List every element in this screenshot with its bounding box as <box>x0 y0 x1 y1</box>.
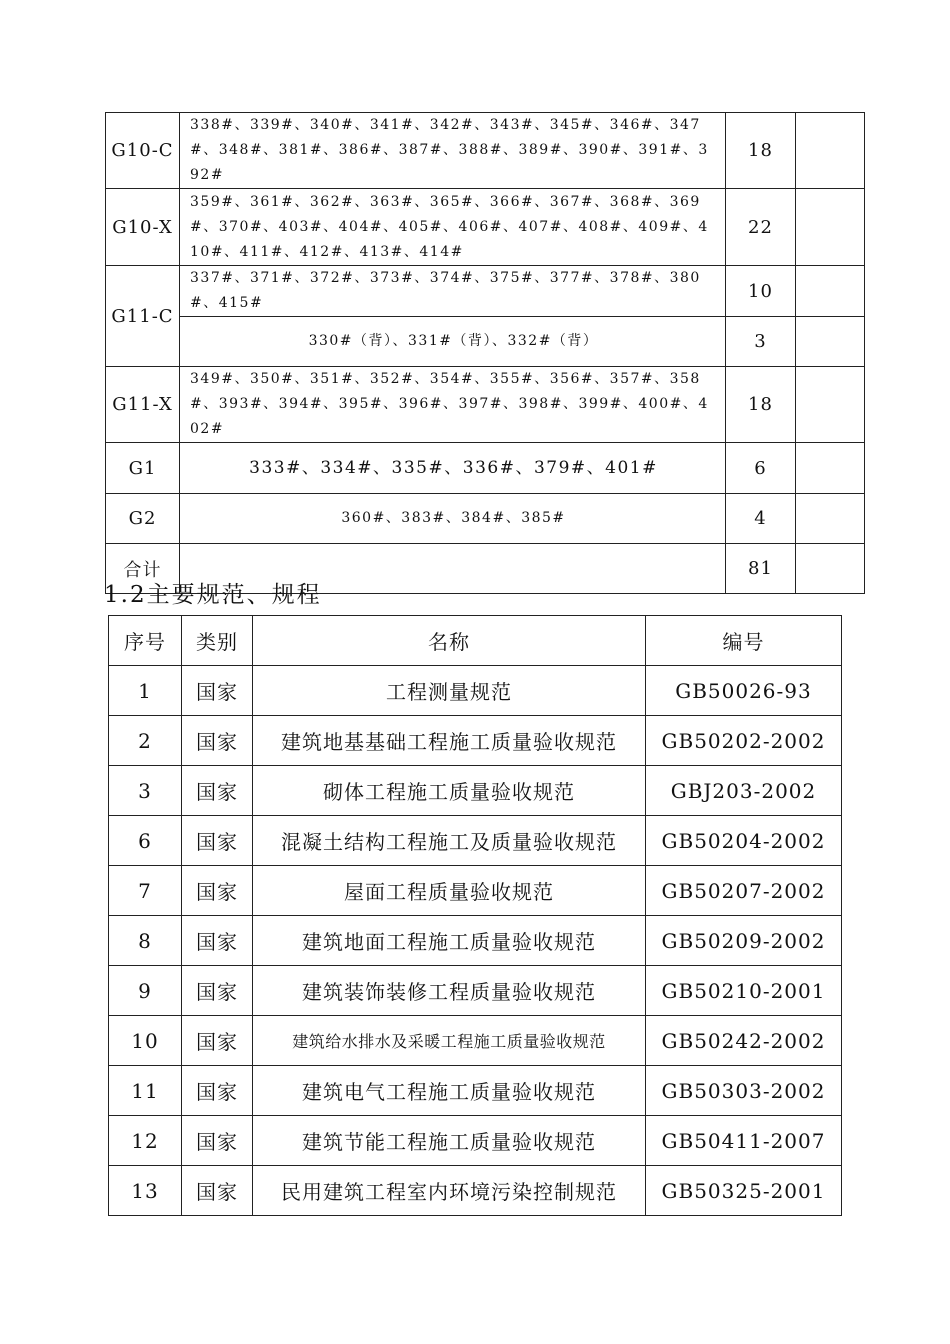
row-code: GB50207-2002 <box>646 866 842 916</box>
row-no: 8 <box>109 916 182 966</box>
table-row <box>109 666 842 716</box>
row-category: 国家 <box>182 666 253 716</box>
row-code: GB50202-2002 <box>646 716 842 766</box>
group-cell: G10-C <box>106 113 180 189</box>
count-cell: 22 <box>726 189 796 266</box>
row-category: 国家 <box>182 766 253 816</box>
row-name: 混凝土结构工程施工及质量验收规范 <box>253 816 646 866</box>
table-row <box>109 916 842 966</box>
row-no: 13 <box>109 1166 182 1216</box>
row-code: GB50325-2001 <box>646 1166 842 1216</box>
empty-cell <box>796 443 865 494</box>
table-row <box>109 1016 842 1066</box>
row-no: 2 <box>109 716 182 766</box>
units-table <box>105 112 865 594</box>
row-no: 10 <box>109 1016 182 1066</box>
table-row <box>109 966 842 1016</box>
count-cell: 6 <box>726 443 796 494</box>
row-name: 建筑地基基础工程施工质量验收规范 <box>253 716 646 766</box>
header-code: 编号 <box>646 616 842 666</box>
units-cell: 330#（背）、331#（背）、332#（背） <box>180 317 726 367</box>
table-row <box>106 443 865 494</box>
total-count: 81 <box>726 544 796 594</box>
row-code: GB50242-2002 <box>646 1016 842 1066</box>
table-row <box>109 1166 842 1216</box>
table-row <box>106 189 865 266</box>
empty-cell <box>796 544 865 594</box>
row-name: 砌体工程施工质量验收规范 <box>253 766 646 816</box>
row-name: 建筑电气工程施工质量验收规范 <box>253 1066 646 1116</box>
table-row <box>106 494 865 544</box>
count-cell: 18 <box>726 113 796 189</box>
table-row <box>109 716 842 766</box>
row-name: 屋面工程质量验收规范 <box>253 866 646 916</box>
row-code: GB50209-2002 <box>646 916 842 966</box>
table-row <box>106 113 865 189</box>
group-cell: G11-C <box>106 266 180 367</box>
table-row <box>109 1116 842 1166</box>
count-cell: 10 <box>726 266 796 317</box>
table-row <box>109 816 842 866</box>
count-cell: 3 <box>726 317 796 367</box>
row-category: 国家 <box>182 1166 253 1216</box>
section-title: 1.2主要规范、规程 <box>104 582 322 608</box>
row-no: 3 <box>109 766 182 816</box>
row-name: 建筑地面工程施工质量验收规范 <box>253 916 646 966</box>
table-header-row <box>109 616 842 666</box>
row-code: GB50204-2002 <box>646 816 842 866</box>
row-no: 7 <box>109 866 182 916</box>
table-row <box>106 317 865 367</box>
empty-cell <box>796 317 865 367</box>
units-cell: 333#、334#、335#、336#、379#、401# <box>180 443 726 494</box>
row-name: 建筑装饰装修工程质量验收规范 <box>253 966 646 1016</box>
row-code: GB50210-2001 <box>646 966 842 1016</box>
table-row <box>109 1066 842 1116</box>
group-cell: G2 <box>106 494 180 544</box>
row-no: 6 <box>109 816 182 866</box>
row-no: 1 <box>109 666 182 716</box>
units-cell: 338#、339#、340#、341#、342#、343#、345#、346#、347#、348#、381#、386#、387#、388#、389#、390#、391#、392# <box>180 113 726 189</box>
units-cell: 349#、350#、351#、352#、354#、355#、356#、357#、358#、393#、394#、395#、396#、397#、398#、399#、400#、402# <box>180 367 726 443</box>
units-cell: 360#、383#、384#、385# <box>180 494 726 544</box>
row-no: 12 <box>109 1116 182 1166</box>
row-name: 民用建筑工程室内环境污染控制规范 <box>253 1166 646 1216</box>
standards-table <box>108 615 842 1216</box>
row-code: GB50411-2007 <box>646 1116 842 1166</box>
row-category: 国家 <box>182 1066 253 1116</box>
row-code: GB50026-93 <box>646 666 842 716</box>
group-cell: G1 <box>106 443 180 494</box>
empty-cell <box>796 494 865 544</box>
row-code: GBJ203-2002 <box>646 766 842 816</box>
header-category: 类别 <box>182 616 253 666</box>
empty-cell <box>796 113 865 189</box>
table-row <box>109 766 842 816</box>
table-row <box>109 866 842 916</box>
row-category: 国家 <box>182 1016 253 1066</box>
row-category: 国家 <box>182 916 253 966</box>
units-cell: 337#、371#、372#、373#、374#、375#、377#、378#、380#、415# <box>180 266 726 317</box>
table-row <box>106 266 865 317</box>
count-cell: 18 <box>726 367 796 443</box>
count-cell: 4 <box>726 494 796 544</box>
empty-cell <box>796 189 865 266</box>
row-name: 建筑给水排水及采暖工程施工质量验收规范 <box>253 1016 646 1066</box>
empty-cell <box>796 367 865 443</box>
row-category: 国家 <box>182 716 253 766</box>
row-code: GB50303-2002 <box>646 1066 842 1116</box>
table-row <box>106 367 865 443</box>
row-category: 国家 <box>182 1116 253 1166</box>
total-label: 合计 <box>106 544 180 594</box>
row-no: 9 <box>109 966 182 1016</box>
header-no: 序号 <box>109 616 182 666</box>
row-name: 建筑节能工程施工质量验收规范 <box>253 1116 646 1166</box>
header-name: 名称 <box>253 616 646 666</box>
row-category: 国家 <box>182 816 253 866</box>
row-category: 国家 <box>182 866 253 916</box>
group-cell: G11-X <box>106 367 180 443</box>
empty-cell <box>796 266 865 317</box>
group-cell: G10-X <box>106 189 180 266</box>
row-category: 国家 <box>182 966 253 1016</box>
units-cell: 359#、361#、362#、363#、365#、366#、367#、368#、369#、370#、403#、404#、405#、406#、407#、408#、409#、410#、411#、412#、413#、414# <box>180 189 726 266</box>
row-name: 工程测量规范 <box>253 666 646 716</box>
row-no: 11 <box>109 1066 182 1116</box>
